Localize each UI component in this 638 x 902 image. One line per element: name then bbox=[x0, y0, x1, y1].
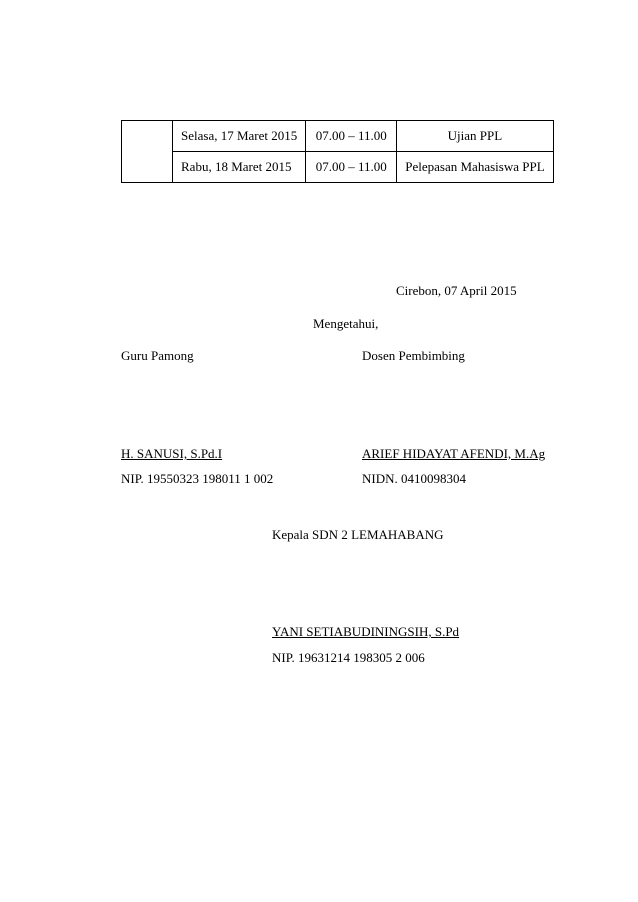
head-signer-role: Kepala SDN 2 LEMAHABANG bbox=[272, 527, 444, 542]
right-signer-name: ARIEF HIDAYAT AFENDI, M.Ag bbox=[362, 446, 546, 461]
table-row bbox=[122, 121, 554, 152]
right-signer-id: NIDN. 0410098304 bbox=[362, 471, 466, 486]
left-signer-name: H. SANUSI, S.Pd.I bbox=[121, 446, 223, 461]
schedule-table bbox=[121, 120, 554, 183]
right-signer-role: Dosen Pembimbing bbox=[362, 348, 465, 363]
acknowledged-label: Mengetahui, bbox=[313, 316, 379, 331]
number-cell bbox=[122, 121, 173, 183]
left-signer-role: Guru Pamong bbox=[121, 348, 194, 363]
left-signer-id: NIP. 19550323 198011 1 002 bbox=[121, 471, 274, 486]
time-cell: 07.00 – 11.00 bbox=[306, 152, 397, 183]
time-cell: 07.00 – 11.00 bbox=[306, 121, 397, 152]
activity-cell: Pelepasan Mahasiswa PPL bbox=[397, 152, 553, 183]
head-signer-id: NIP. 19631214 198305 2 006 bbox=[272, 650, 425, 665]
table-row bbox=[122, 152, 554, 183]
activity-cell: Ujian PPL bbox=[397, 121, 553, 152]
head-signer-name: YANI SETIABUDININGSIH, S.Pd bbox=[272, 624, 460, 639]
day-cell: Selasa, 17 Maret 2015 bbox=[173, 121, 306, 152]
place-date: Cirebon, 07 April 2015 bbox=[396, 283, 517, 298]
day-cell: Rabu, 18 Maret 2015 bbox=[173, 152, 306, 183]
